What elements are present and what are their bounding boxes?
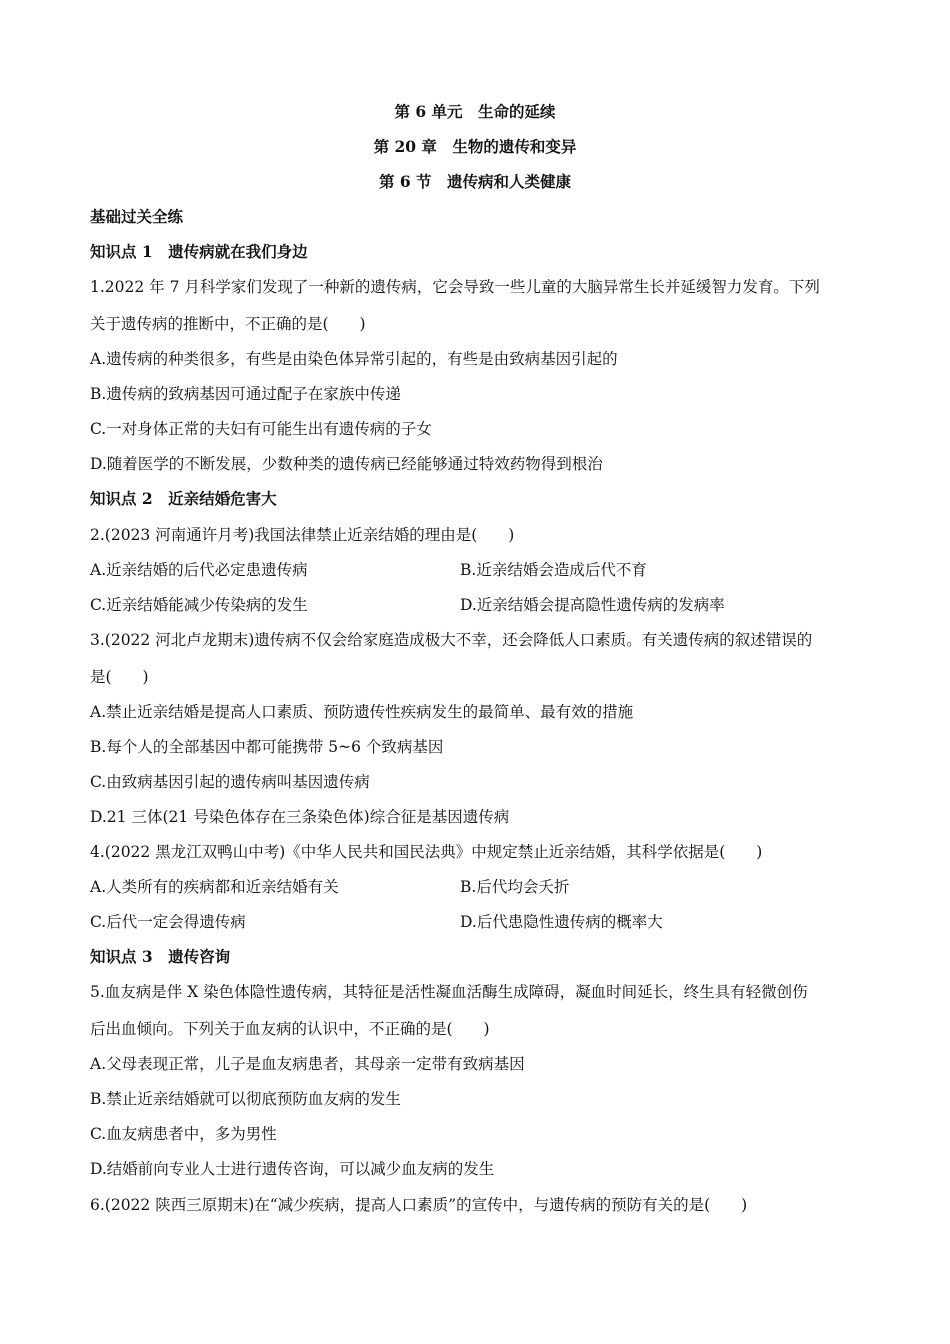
q4-option-d: D.后代患隐性遗传病的概率大 [460,913,663,931]
knowledge-point-1: 知识点 1 遗传病就在我们身边 [90,242,308,261]
q4-option-a: A.人类所有的疾病都和近亲结婚有关 [90,878,339,896]
q6-stem: 6.(2022 陕西三原期末)在“减少疾病，提高人口素质”的宣传中，与遗传病的预防有关的是( ) [90,1196,748,1214]
q2-option-b: B.近亲结婚会造成后代不育 [460,561,647,579]
q5-option-a: A.父母表现正常，儿子是血友病患者，其母亲一定带有致病基因 [90,1055,525,1073]
section-title: 第 6 节 遗传病和人类健康 [378,172,572,191]
q1-option-b: B.遗传病的致病基因可通过配子在家族中传递 [90,385,401,403]
q1-option-c: C.一对身体正常的夫妇有可能生出有遗传病的子女 [90,420,432,438]
unit-title: 第 6 单元 生命的延续 [394,102,556,121]
q2-option-c: C.近亲结婚能减少传染病的发生 [90,596,308,614]
q5-stem-line2: 后出血倾向。下列关于血友病的认识中，不正确的是( ) [90,1020,490,1038]
q1-stem-line2: 关于遗传病的推断中，不正确的是( ) [90,315,366,333]
part-heading: 基础过关全练 [90,207,184,226]
q5-option-c: C.血友病患者中，多为男性 [90,1125,277,1143]
q4-option-c: C.后代一定会得遗传病 [90,913,246,931]
q3-stem-line2: 是( ) [90,668,149,686]
q2-stem: 2.(2023 河南通许月考)我国法律禁止近亲结婚的理由是( ) [90,526,515,544]
q3-option-d: D.21 三体(21 号染色体存在三条染色体)综合征是基因遗传病 [90,808,510,826]
q2-option-d: D.近亲结婚会提高隐性遗传病的发病率 [460,596,725,614]
q3-option-c: C.由致病基因引起的遗传病叫基因遗传病 [90,773,370,791]
q4-options-row2 [90,911,862,933]
q4-option-b: B.后代均会夭折 [460,878,570,896]
q1-stem-line1: 1.2022 年 7 月科学家们发现了一种新的遗传病，它会导致一些儿童的大脑异常生长并延缓智力发育。下列 [90,278,820,296]
chapter-title: 第 20 章 生物的遗传和变异 [373,137,577,156]
knowledge-point-3: 知识点 3 遗传咨询 [90,947,231,966]
q2-options-row2 [90,594,862,616]
q4-stem: 4.(2022 黑龙江双鸭山中考)《中华人民共和国民法典》中规定禁止近亲结婚，其科学依据是( ) [90,843,763,861]
q1-option-d: D.随着医学的不断发展，少数种类的遗传病已经能够通过特效药物得到根治 [90,455,603,473]
q3-option-a: A.禁止近亲结婚是提高人口素质、预防遗传性疾病发生的最简单、最有效的措施 [90,703,634,721]
q4-options-row1 [90,876,862,898]
q1-option-a: A.遗传病的种类很多，有些是由染色体异常引起的，有些是由致病基因引起的 [90,350,618,368]
q5-stem-line1: 5.血友病是伴 X 染色体隐性遗传病，其特征是活性凝血活酶生成障碍，凝血时间延长，终生具有轻微创伤 [90,983,808,1001]
q5-option-b: B.禁止近亲结婚就可以彻底预防血友病的发生 [90,1090,401,1108]
q3-stem-line1: 3.(2022 河北卢龙期末)遗传病不仅会给家庭造成极大不幸，还会降低人口素质。有关遗传病的叙述错误的 [90,631,813,649]
q2-options-row1 [90,559,862,581]
q3-option-b: B.每个人的全部基因中都可能携带 5~6 个致病基因 [90,738,444,756]
q2-option-a: A.近亲结婚的后代必定患遗传病 [90,561,308,579]
knowledge-point-2: 知识点 2 近亲结婚危害大 [90,489,277,508]
q5-option-d: D.结婚前向专业人士进行遗传咨询，可以减少血友病的发生 [90,1160,495,1178]
